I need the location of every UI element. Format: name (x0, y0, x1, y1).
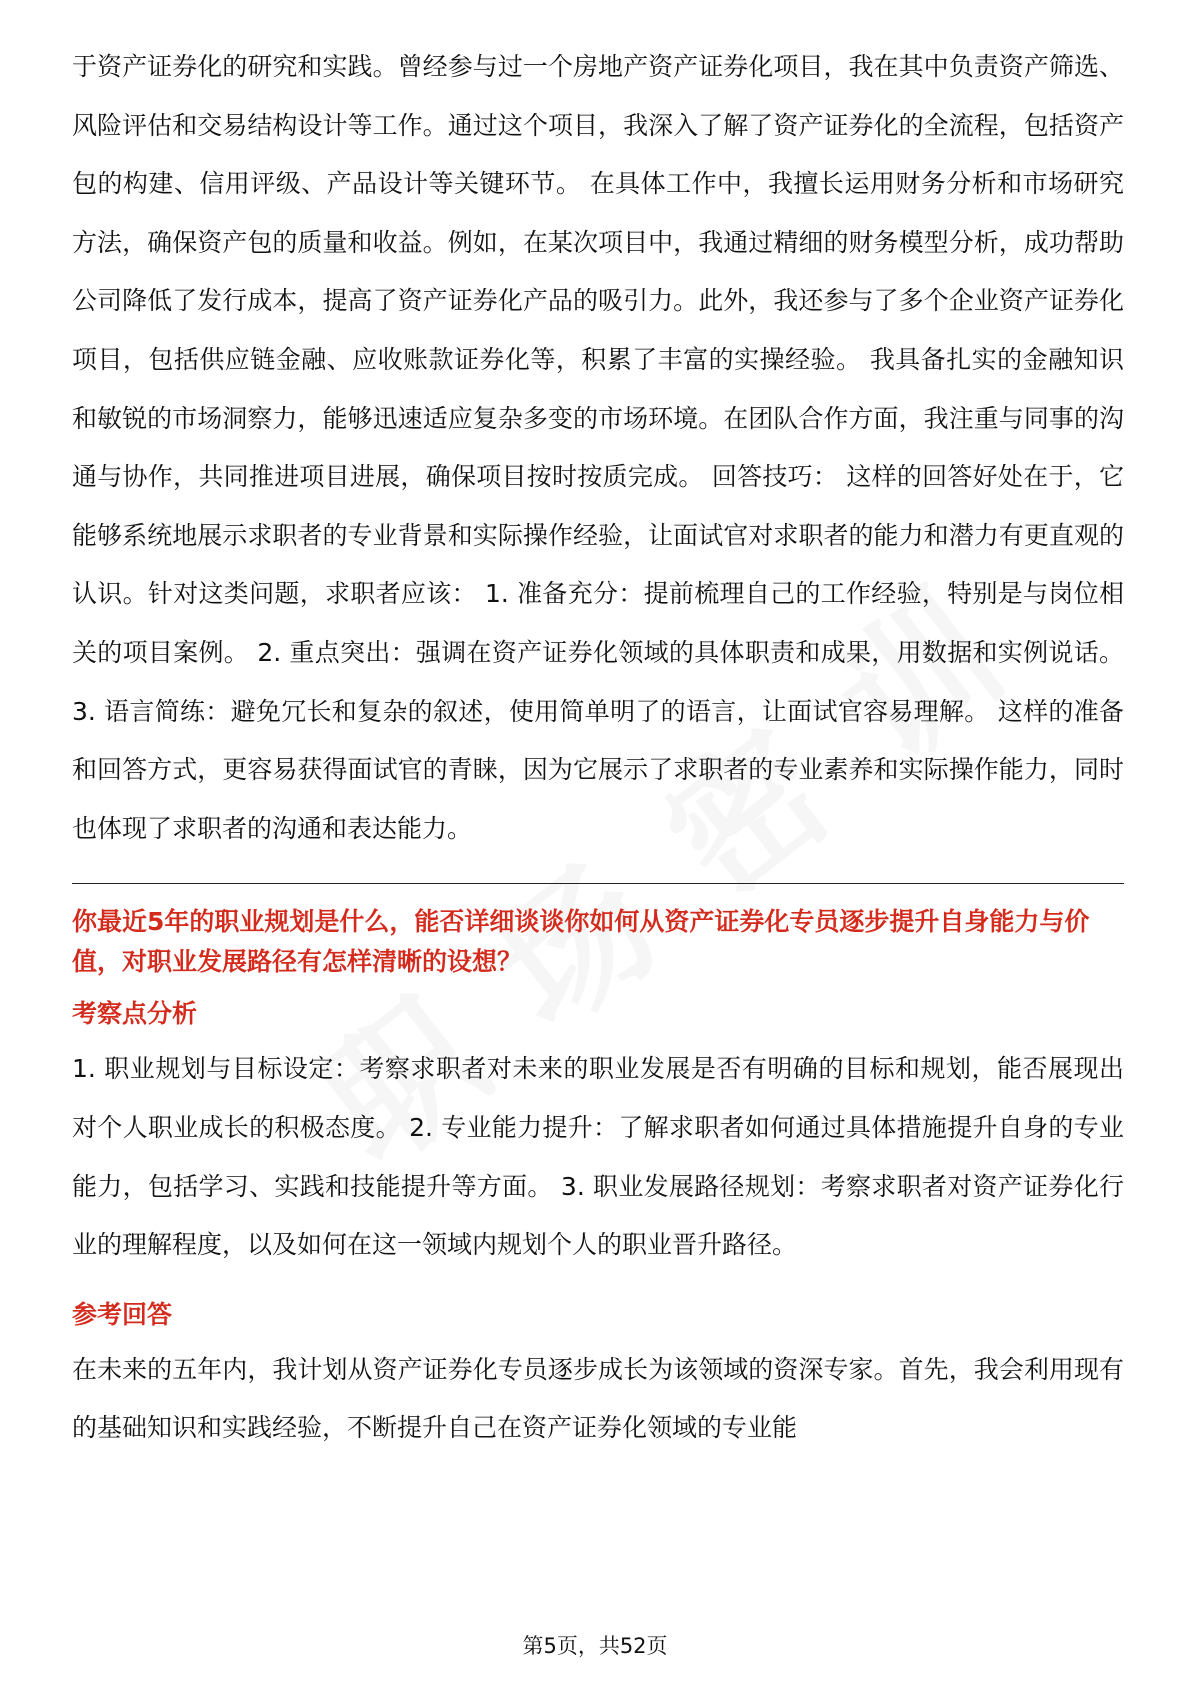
document-content (72, 38, 1124, 1458)
analysis-paragraph: 1. 职业规划与目标设定：考察求职者对未来的职业发展是否有明确的目标和规划，能否展现出对个人职业成长的积极态度。 2. 专业能力提升：了解求职者如何通过具体措施提升自身的专业能力，包括学习、实践和技能提升等方面。 3. 职业发展路径规划：考察求职者对资产证券化行业的理解程度，以及如何在这一领域内规划个人的职业晋升路径。 (72, 1054, 1124, 1260)
analysis-heading: 考察点分析 (72, 999, 198, 1029)
reference-answer-paragraph: 在未来的五年内，我计划从资产证券化专员逐步成长为该领域的资深专家。首先，我会利用现有的基础知识和实践经验，不断提升自己在资产证券化领域的专业能 (72, 1354, 1124, 1443)
page-number: 第5页，共52页 (522, 1634, 668, 1658)
interview-question: 你最近5年的职业规划是什么，能否详细谈谈你如何从资产证券化专员逐步提升自身能力与价值，对职业发展路径有怎样清晰的设想？ (72, 907, 1090, 977)
answer-continuation-paragraph: 于资产证券化的研究和实践。曾经参与过一个房地产资产证券化项目，我在其中负责资产筛选、风险评估和交易结构设计等工作。通过这个项目，我深入了解了资产证券化的全流程，包括资产包的构建、信用评级、产品设计等关键环节。 在具体工作中，我擅长运用财务分析和市场研究方法，确保资产包的质量和收益。例如，在某次项目中，我通过精细的财务模型分析，成功帮助公司降低了发行成本，提高了资产证券化产品的吸引力。此外，我还参与了多个企业资产证券化项目，包括供应链金融、应收账款证券化等，积累了丰富的实操经验。 我具备扎实的金融知识和敏锐的市场洞察力，能够迅速适应复杂多变的市场环境。在团队合作方面，我注重与同事的沟通与协作，共同推进项目进展，确保项目按时按质完成。 回答技巧： 这样的回答好处在于，它能够系统地展示求职者的专业背景和实际操作经验，让面试官对求职者的能力和潜力有更直观的认识。针对这类问题，求职者应该： 1. 准备充分：提前梳理自己的工作经验，特别是与岗位相关的项目案例。 2. 重点突出：强调在资产证券化领域的具体职责和成果，用数据和实例说话。 3. 语言简练：避免冗长和复杂的叙述，使用简单明了的语言，让面试官容易理解。 这样的准备和回答方式，更容易获得面试官的青睐，因为它展示了求职者的专业素养和实际操作能力，同时也体现了求职者的沟通和表达能力。 (72, 52, 1124, 843)
section-divider (72, 883, 1124, 884)
reference-answer-heading: 参考回答 (72, 1299, 173, 1329)
